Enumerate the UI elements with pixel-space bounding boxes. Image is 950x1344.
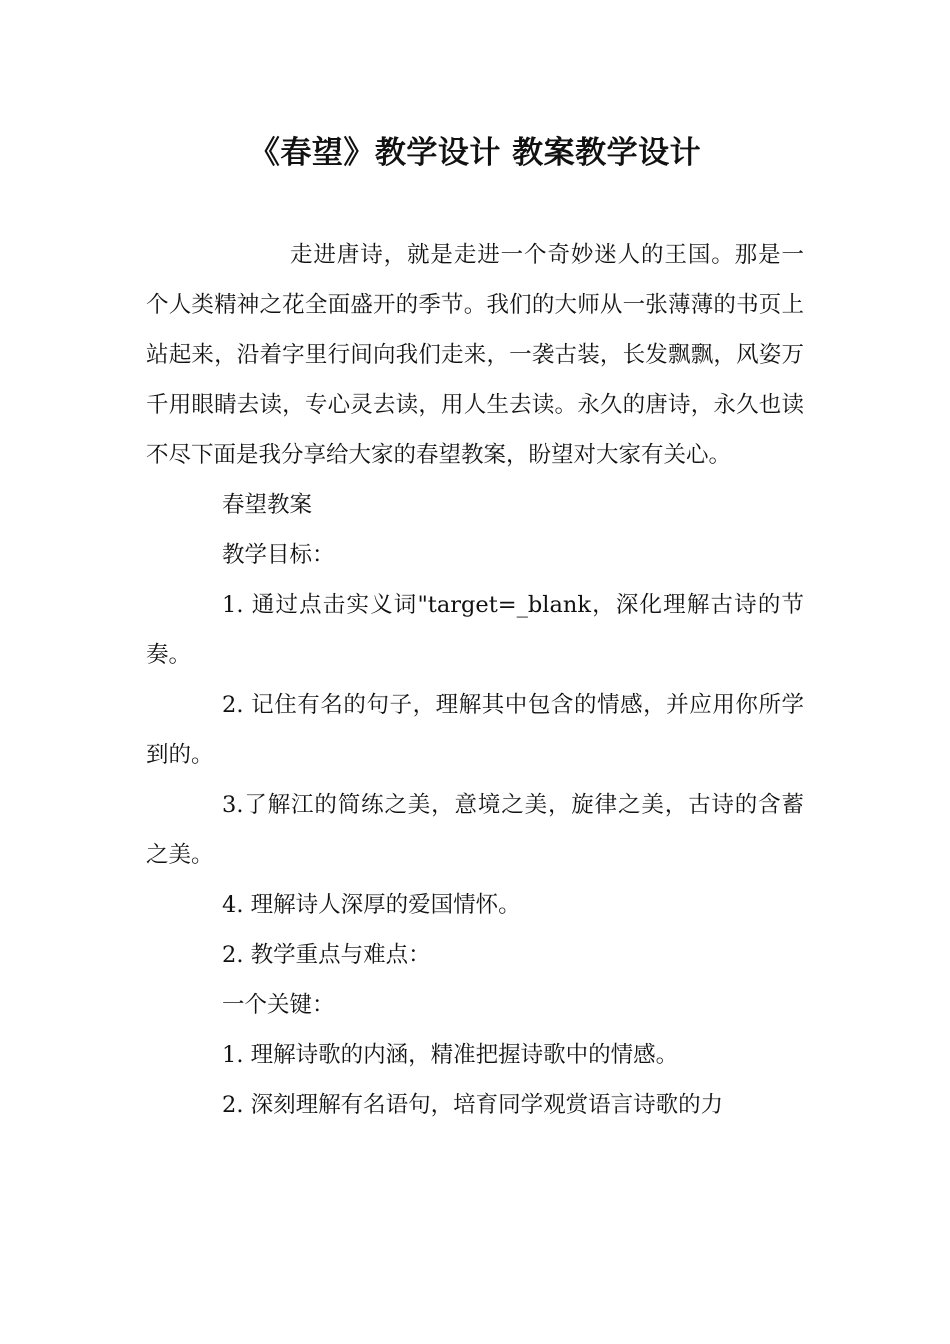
document-title: 《春望》教学设计 教案教学设计 <box>248 135 702 171</box>
section-heading-objectives: 教学目标： <box>222 542 335 568</box>
objective-item-2: 2. 记住有名的句子，理解其中包含的情感，并应用你所学到的。 <box>146 692 804 768</box>
section-heading-lesson-plan: 春望教案 <box>222 492 313 518</box>
section-heading-key-points: 2. 教学重点与难点： <box>222 942 431 968</box>
intro-paragraph: 走进唐诗，就是走进一个奇妙迷人的王国。那是一个人类精神之花全面盛开的季节。我们的大师从一张薄薄的书页上站起来，沿着字里行间向我们走来，一袭古装，长发飘飘，风姿万千用眼睛去读，专心灵去读，用人生去读。永久的唐诗，永久也读不尽下面是我分享给大家的春望教案，盼望对大家有关心。 <box>146 242 804 468</box>
objective-item-4: 4. 理解诗人深厚的爱国情怀。 <box>222 892 521 918</box>
objective-item-1: 1. 通过点击实义词"target=_blank，深化理解古诗的节奏。 <box>146 592 804 668</box>
section-heading-one-key: 一个关键： <box>222 992 335 1018</box>
document-body <box>146 230 804 1130</box>
key-point-item-1: 1. 理解诗歌的内涵，精准把握诗歌中的情感。 <box>222 1042 679 1068</box>
key-point-item-2: 2. 深刻理解有名语句，培育同学观赏语言诗歌的力 <box>222 1092 724 1118</box>
objective-item-3: 3.了解江的简练之美，意境之美，旋律之美，古诗的含蓄之美。 <box>146 792 804 868</box>
